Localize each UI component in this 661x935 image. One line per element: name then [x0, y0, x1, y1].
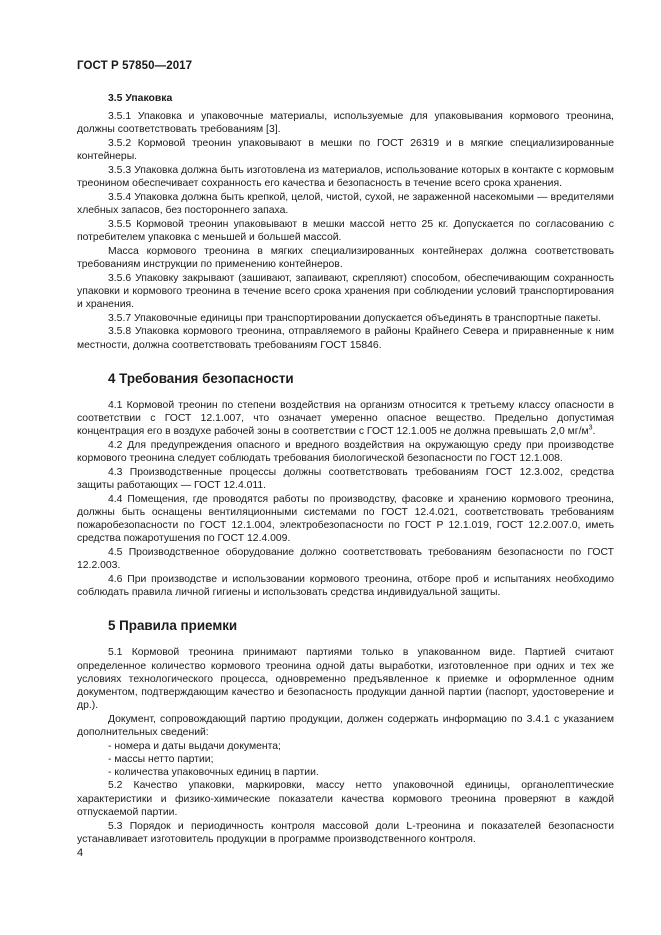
list-item: - номера и даты выдачи документа;: [108, 740, 281, 752]
paragraph: 3.5.8 Упаковка кормового треонина, отправляемого в районы Крайнего Севера и приравненные к ним местности, должна соответствовать требованиям ГОСТ 15846.: [77, 326, 614, 351]
paragraph: [77, 399, 614, 439]
paragraph: 5.2 Качество упаковки, маркировки, массу нетто упаковочной единицы, органолептические характеристики и физико-химические показатели качества кормового треонина проверяют в каждой отпускаемой партии.: [77, 780, 614, 818]
paragraph: 3.5.5 Кормовой треонин упаковывают в мешки массой нетто 25 кг. Допускается по согласованию с потребителем упаковка с меньшей и большей массой.: [77, 218, 614, 244]
section-title: 4 Требования безопасности: [108, 370, 294, 386]
paragraph: 3.5.3 Упаковка должна быть изготовлена из материалов, использование которых в контакте с кормовым треонином обеспечивает сохранность его качества и безопасность в течение всего срока хранения.: [77, 165, 614, 190]
paragraph: Масса кормового треонина в мягких специализированных контейнерах должна соответствовать требованиям инструкции по применению контейнеров.: [77, 245, 614, 270]
standard-id: ГОСТ Р 57850—2017: [77, 60, 193, 72]
paragraph: 5.3 Порядок и периодичность контроля массовой доли L-треонина и показателей безопасности устанавливает изготовитель продукции в программе производственного контроля.: [77, 820, 614, 845]
paragraph-end: .: [592, 426, 596, 438]
superscript: 3: [588, 424, 593, 432]
list-item: - массы нетто партии;: [108, 754, 214, 766]
list-item: - количества упаковочных единиц в партии.: [108, 767, 319, 779]
paragraph: 3.5.2 Кормовой треонин упаковывают в мешки по ГОСТ 26319 и в мягкие специализированные контейнеры.: [77, 138, 614, 163]
page-content: [77, 92, 614, 846]
paragraph: Документ, сопровождающий партию продукции, должен содержать информацию по 3.4.1 с указанием дополнительных сведений:: [77, 713, 614, 739]
paragraph: 4.2 Для предупреждения опасного и вредного воздействия на окружающую среду при производстве кормового треонина следует соблюдать требования биологической безопасности по ГОСТ 12.1.008.: [77, 439, 614, 465]
paragraph: 5.1 Кормовой треонина принимают партиями только в упакованном виде. Партией считают определенное количество кормового треонина одной даты выработки, изготовленное при одних и тех же условиях технологического процесса, одновременно предъявленное к приемке и оформленное одним документом, подтверждающим качество и безопасность продукции данной партии (паспорт, удостоверение и др.).: [77, 647, 614, 712]
paragraph: 3.5.6 Упаковку закрывают (зашивают, запаивают, скрепляют) способом, обеспечивающим сохранность упаковки и кормового треонина в течение всего срока хранения при соблюдении условий транспортирования и хранения.: [77, 272, 614, 311]
paragraph: 4.6 При производстве и использовании кормового треонина, отборе проб и испытаниях необходимо соблюдать правила личной гигиены и использовать средства индивидуальной защиты.: [77, 574, 614, 599]
paragraph: 3.5.7 Упаковочные единицы при транспортировании допускается объединять в транспортные пакеты.: [108, 312, 601, 324]
paragraph: 4.5 Производственное оборудование должно соответствовать требованиям безопасности по ГОСТ 12.2.003.: [77, 547, 614, 572]
paragraph: 4.4 Помещения, где проводятся работы по производству, фасовке и хранению кормового треонина, должны быть оснащены вентиляционными системами по ГОСТ 12.4.021, соответствовать требованиям пожаробезопасности по ГОСТ 12.1.004, электробезопасности по ГОСТ Р 12.1.019, ГОСТ 12.2.007.0, иметь средства пожаротушения по ГОСТ 12.4.009.: [77, 493, 614, 545]
page-number: 4: [77, 847, 84, 859]
paragraph: 4.3 Производственные процессы должны соответствовать требованиям ГОСТ 12.3.002, средства защиты работающих — ГОСТ 12.4.011.: [77, 466, 614, 492]
subsection-title: 3.5 Упаковка: [108, 93, 173, 104]
paragraph: 3.5.4 Упаковка должна быть крепкой, целой, чистой, сухой, не зараженной насекомыми — вредителями хлебных запасов, без постороннего запаха.: [77, 191, 614, 217]
paragraph-text: 4.1 Кормовой треонин по степени воздействия на организм относится к третьему классу опасности в соответствии с ГОСТ 12.1.007, что означает умеренно опасное вещество. Предельно допустимая концентрация его в воздухе рабочей зоны в соответствии с ГОСТ 12.1.005 не должна превышать 2,0 мг/м: [77, 399, 614, 438]
paragraph: 3.5.1 Упаковка и упаковочные материалы, используемые для упаковывания кормового треонина, должны соответствовать требованиям [3].: [77, 111, 614, 136]
section-title: 5 Правила приемки: [108, 618, 238, 634]
